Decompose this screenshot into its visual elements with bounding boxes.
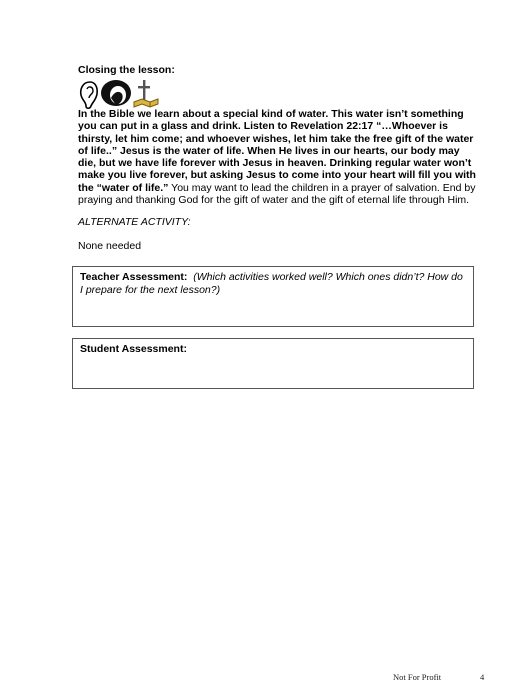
- ear-icon: [81, 82, 97, 108]
- alternate-activity-value: None needed: [78, 240, 142, 252]
- paragraph-normal-text: You may want to lead the children in a prayer of salvation. End by praying and thanking God for the gift of water and the gift of eternal life through Him.: [78, 181, 476, 207]
- student-assessment-label: Student Assessment:: [80, 343, 187, 355]
- paragraph-bold-text: In the Bible we learn about a special kind of water. This water isn’t something you can put in a glass and drink. Listen to Revelation 22:17 “…Whoever is thirsty, let him come; and whoever wishes, let him take the free gift of the water of life..” Jesus is the water of life. When He lives in our hearts, our body may die, but we have life forever with Jesus in heaven. Drinking regular water won’t make you live forever, but asking Jesus to come into your heart will fill you with the “water of life.”: [78, 108, 476, 194]
- lesson-paragraph: [78, 108, 478, 206]
- praying-head-icon: [101, 80, 131, 106]
- footer-text: Not For Profit: [393, 672, 442, 682]
- section-heading: Closing the lesson:: [78, 64, 175, 76]
- teacher-assessment-label: Teacher Assessment:: [80, 271, 188, 283]
- lesson-icons: [78, 78, 168, 110]
- page-number: 4: [480, 672, 485, 682]
- teacher-assessment-box[interactable]: [72, 266, 474, 327]
- teacher-assessment-prompt: (Which activities worked well? Which ones didn’t? How do I prepare for the next lesson?): [80, 271, 463, 296]
- alternate-activity-label: ALTERNATE ACTIVITY:: [78, 216, 191, 228]
- student-assessment-box[interactable]: [72, 338, 474, 389]
- bible-cross-icon: [134, 80, 158, 107]
